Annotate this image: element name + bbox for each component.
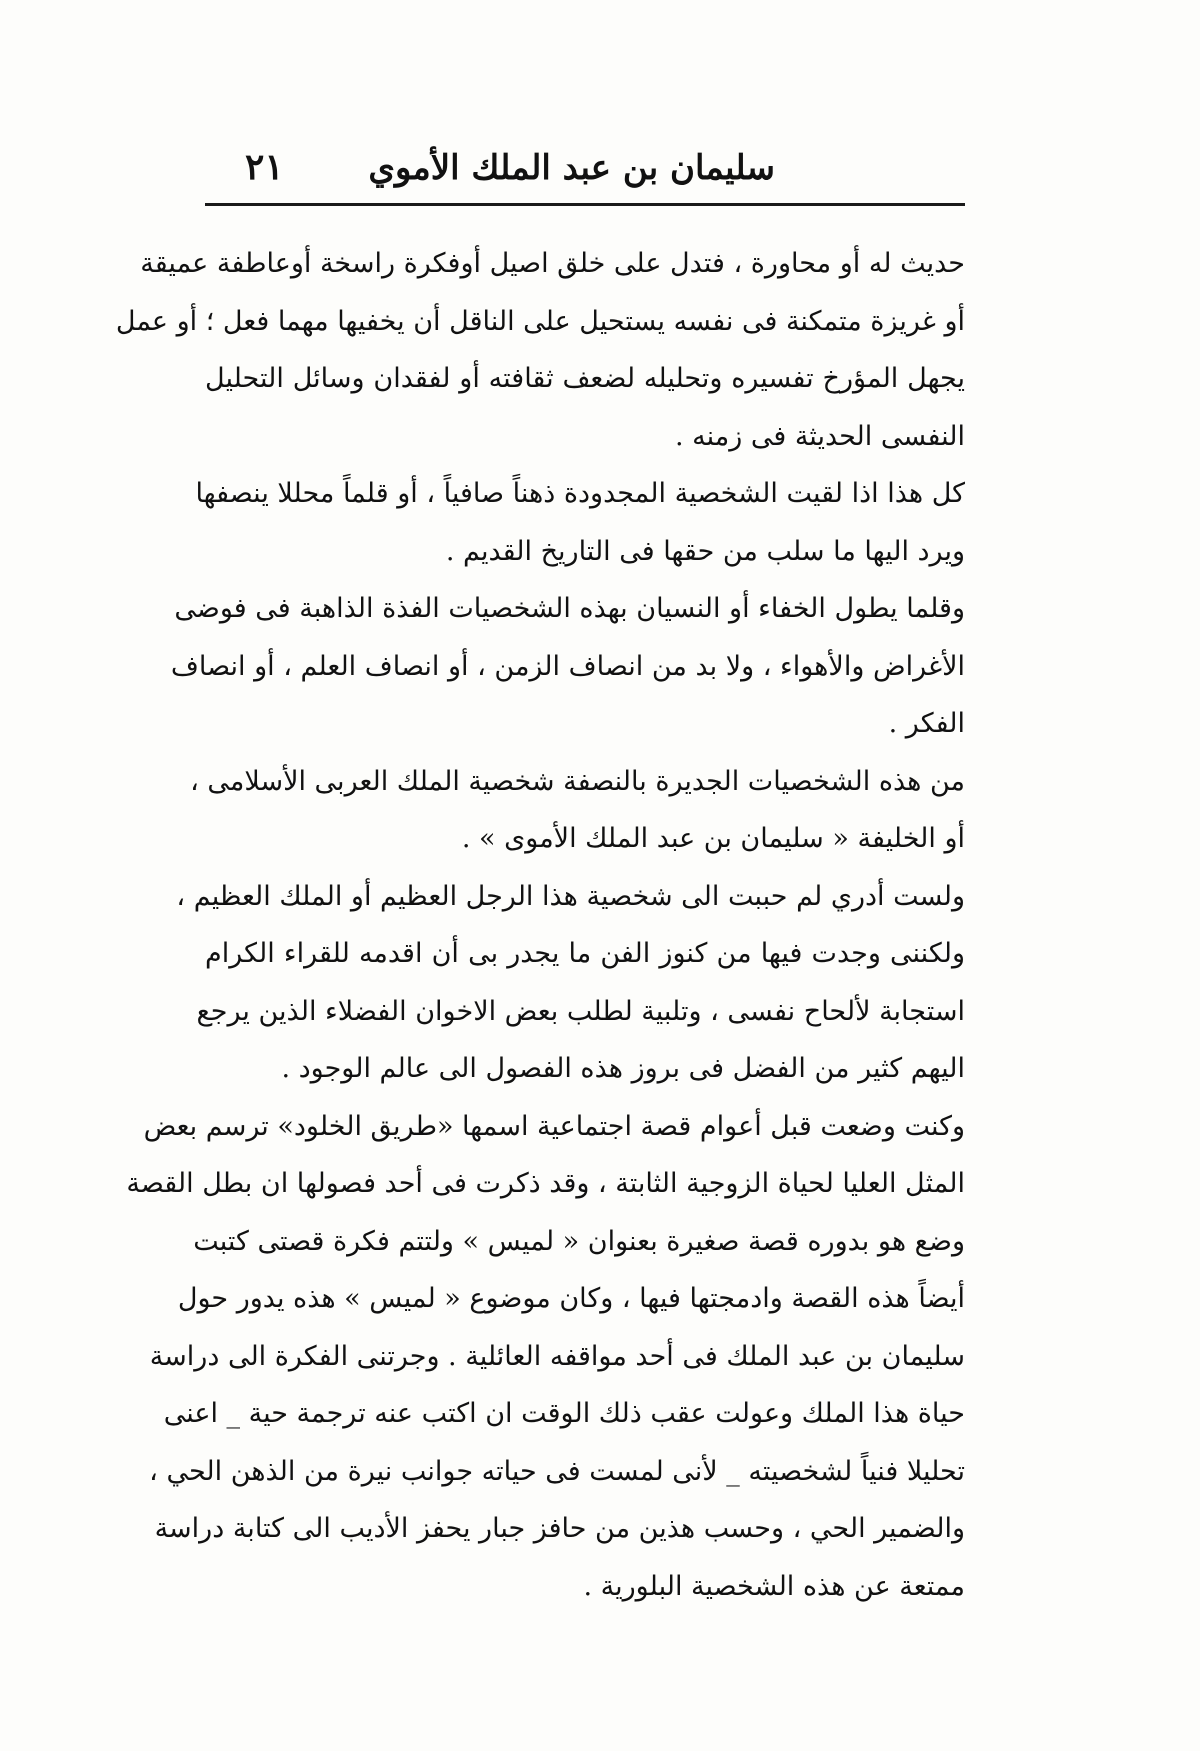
text-line: ولست أدري لم حببت الى شخصية هذا الرجل العظيم أو الملك العظيم ،	[176, 880, 965, 912]
text-line: اليهم كثير من الفضل فى بروز هذه الفصول الى عالم الوجود .	[281, 1053, 965, 1084]
paragraph-5	[176, 868, 965, 1098]
text-line: ولكننى وجدت فيها من كنوز الفن ما يجدر بى أن اقدمه للقراء الكرام	[205, 938, 965, 969]
paragraph-2	[195, 465, 965, 580]
text-line: حياة هذا الملك وعولت عقب ذلك الوقت ان اكتب عنه ترجمة حية _ اعنى	[163, 1398, 965, 1429]
paragraph-3	[170, 580, 965, 753]
paragraph-1	[115, 235, 965, 465]
text-line: تحليلا فنياً لشخصيته _ لأنى لمست فى حياته جوانب نيرة من الذهن الحي ،	[149, 1455, 965, 1487]
running-header	[205, 140, 965, 200]
text-line: أو الخليفة « سليمان بن عبد الملك الأموى » .	[461, 823, 965, 854]
text-line: استجابة لألحاح نفسى ، وتلبية لطلب بعض الاخوان الفضلاء الذين يرجع	[196, 995, 965, 1027]
text-line: ممتعة عن هذه الشخصية البلورية .	[583, 1570, 965, 1602]
text-line: من هذه الشخصيات الجديرة بالنصفة شخصية الملك العربى الأسلامى ،	[190, 765, 965, 797]
text-line: وقلما يطول الخفاء أو النسيان بهذه الشخصيات الفذة الذاهبة فى فوضى	[174, 593, 965, 624]
text-line: أو غريزة متمكنة فى نفسه يستحيل على الناقل أن يخفيها مهما فعل ؛ أو عمل	[115, 305, 965, 337]
text-line: الأغراض والأهواء ، ولا بد من انصاف الزمن ، أو انصاف العلم ، أو انصاف	[170, 650, 965, 682]
text-line: ويرد اليها ما سلب من حقها فى التاريخ القديم .	[445, 535, 965, 567]
text-line: سليمان بن عبد الملك فى أحد مواقفه العائلية . وجرتنى الفكرة الى دراسة	[149, 1340, 965, 1372]
text-line: أيضاً هذه القصة وادمجتها فيها ، وكان موضوع « لميس » هذه يدور حول	[177, 1283, 965, 1314]
text-line: النفسى الحديثة فى زمنه .	[674, 420, 965, 452]
text-line: وضع هو بدوره قصة صغيرة بعنوان « لميس » ولتتم فكرة قصتى كتبت	[193, 1225, 965, 1257]
running-title: سليمان بن عبد الملك الأموي	[368, 148, 775, 188]
paragraph-4	[190, 753, 965, 868]
text-line: والضمير الحي ، وحسب هذين من حافز جبار يحفز الأديب الى كتابة دراسة	[154, 1513, 965, 1544]
text-line: وكنت وضعت قبل أعوام قصة اجتماعية اسمها «طريق الخلود» ترسم بعض	[143, 1110, 965, 1142]
paragraph-6	[126, 1098, 965, 1616]
text-line: الفكر .	[888, 708, 965, 739]
text-line: كل هذا اذا لقيت الشخصية المجدودة ذهناً صافياً ، أو قلماً محللا ينصفها	[195, 478, 965, 509]
body-text	[115, 235, 965, 1615]
text-line: يجهل المؤرخ تفسيره وتحليله لضعف ثقافته أو لفقدان وسائل التحليل	[205, 363, 965, 394]
header-divider	[205, 203, 965, 206]
text-line: المثل العليا لحياة الزوجية الثابتة ، وقد ذكرت فى أحد فصولها ان بطل القصة	[126, 1168, 965, 1199]
text-line: حديث له أو محاورة ، فتدل على خلق اصيل أوفكرة راسخة أوعاطفة عميقة	[140, 248, 965, 279]
page-number: ٢١	[245, 146, 284, 188]
